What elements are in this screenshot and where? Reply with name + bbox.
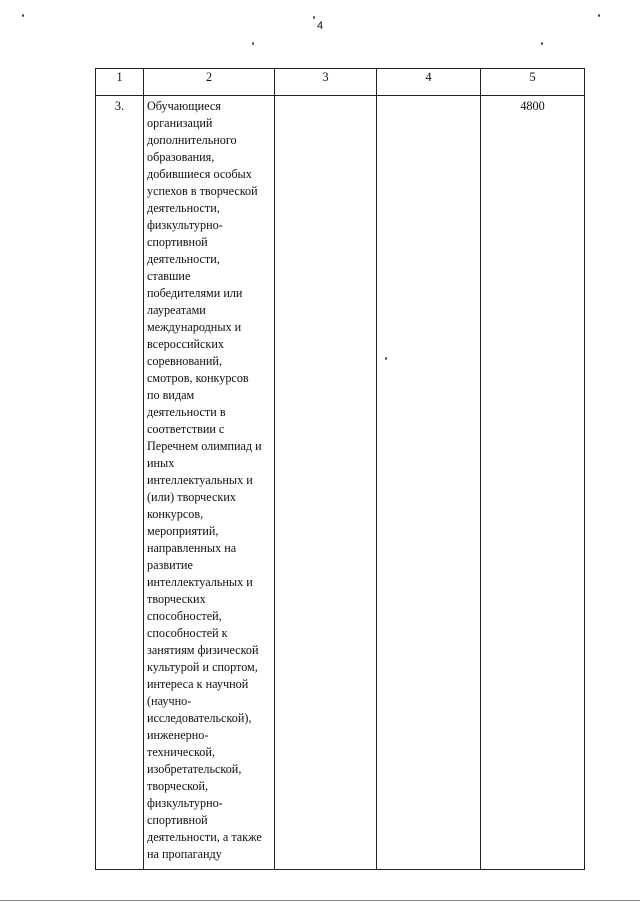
data-table xyxy=(95,68,585,870)
description-line: победителями или xyxy=(147,286,243,300)
description-line: Перечнем олимпиад и xyxy=(147,439,262,453)
description-line: на пропаганду xyxy=(147,847,222,861)
description-line: конкурсов, xyxy=(147,507,204,521)
scan-speck xyxy=(598,14,600,17)
description-line: изобретательской, xyxy=(147,762,242,776)
description-line: деятельности в xyxy=(147,405,226,419)
description-line: иных xyxy=(147,456,175,470)
row-description xyxy=(144,96,275,870)
description-line: спортивной xyxy=(147,235,208,249)
description-line: смотров, конкурсов xyxy=(147,371,249,385)
description-line: интереса к научной xyxy=(147,677,249,691)
description-line: организаций xyxy=(147,116,213,130)
description-line: образования, xyxy=(147,150,215,164)
description-line: мероприятий, xyxy=(147,524,219,538)
description-line: культурой и спортом, xyxy=(147,660,258,674)
column-header: 4 xyxy=(377,69,481,96)
description-line: технической, xyxy=(147,745,215,759)
description-line: (научно- xyxy=(147,694,192,708)
scan-edge-line xyxy=(0,900,640,901)
column-header: 1 xyxy=(96,69,144,96)
row-value: 4800 xyxy=(481,96,585,870)
description-line: соответствии с xyxy=(147,422,225,436)
description-line: инженерно- xyxy=(147,728,209,742)
description-line: исследовательской), xyxy=(147,711,252,725)
description-line: лауреатами xyxy=(147,303,206,317)
description-line: всероссийских xyxy=(147,337,224,351)
description-line: физкультурно- xyxy=(147,218,223,232)
description-line: интеллектуальных и xyxy=(147,575,253,589)
description-line: деятельности, а также xyxy=(147,830,262,844)
description-line: способностей, xyxy=(147,609,222,623)
page-number: 4 xyxy=(316,20,324,32)
description-line: ставшие xyxy=(147,269,191,283)
description-line: развитие xyxy=(147,558,193,572)
row-col3 xyxy=(275,96,377,870)
description-line: направленных на xyxy=(147,541,237,555)
description-line: физкультурно- xyxy=(147,796,223,810)
description-line: (или) творческих xyxy=(147,490,236,504)
description-line: деятельности, xyxy=(147,252,220,266)
column-header: 2 xyxy=(144,69,275,96)
description-line: творческих xyxy=(147,592,206,606)
description-line: деятельности, xyxy=(147,201,220,215)
column-header: 3 xyxy=(275,69,377,96)
description-line: соревнований, xyxy=(147,354,222,368)
table-header-row xyxy=(96,69,585,96)
description-line: успехов в творческой xyxy=(147,184,258,198)
column-header: 5 xyxy=(481,69,585,96)
scan-speck xyxy=(541,42,543,45)
table-row xyxy=(96,96,585,870)
description-line: Обучающиеся xyxy=(147,99,221,113)
description-line: творческой, xyxy=(147,779,209,793)
scan-speck xyxy=(22,14,24,17)
description-line: международных и xyxy=(147,320,242,334)
row-number: 3. xyxy=(96,96,144,870)
description-line: добившиеся особых xyxy=(147,167,252,181)
description-line: по видам xyxy=(147,388,195,402)
description-line: занятиям физической xyxy=(147,643,259,657)
scan-speck xyxy=(313,16,315,19)
description-line: дополнительного xyxy=(147,133,237,147)
description-line: способностей к xyxy=(147,626,228,640)
row-col4 xyxy=(377,96,481,870)
scan-speck xyxy=(252,42,254,45)
description-line: интеллектуальных и xyxy=(147,473,253,487)
description-line: спортивной xyxy=(147,813,208,827)
